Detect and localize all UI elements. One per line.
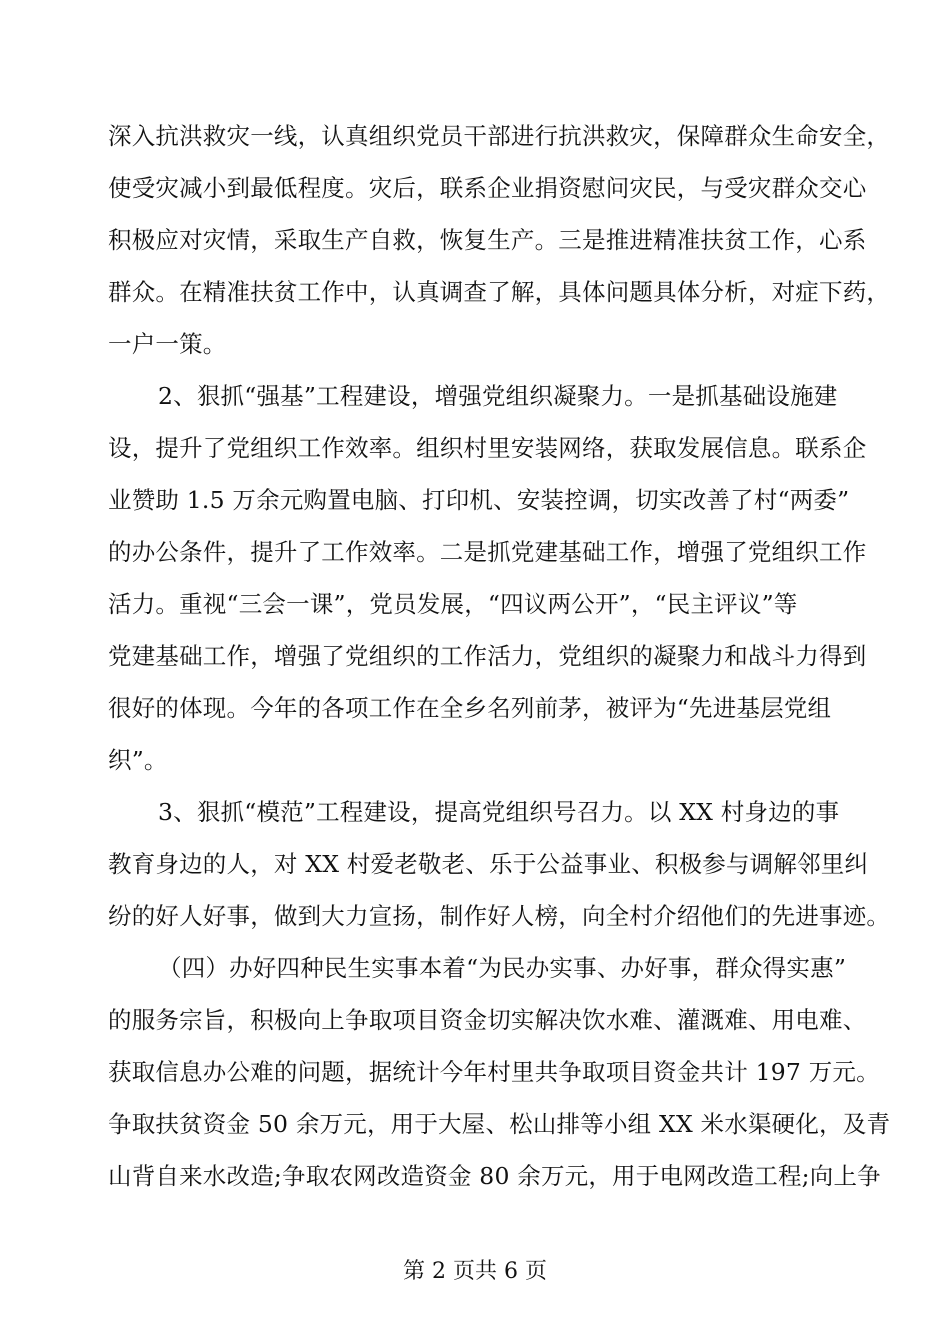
body-text-line: 山背自来水改造;争取农网改造资金 80 余万元，用于电网改造工程;向上争 [108,1162,881,1190]
body-text-line: 很好的体现。今年的各项工作在全乡名列前茅，被评为“先进基层党组 [108,694,832,722]
body-text-line: 争取扶贫资金 50 余万元，用于大屋、松山排等小组 XX 米水渠硬化，及青 [108,1110,891,1138]
page-number-footer: 第 2 页共 6 页 [403,1259,547,1284]
body-text-line: 深入抗洪救灾一线，认真组织党员干部进行抗洪救灾，保障群众生命安全， [108,122,891,150]
body-text-line: 的服务宗旨，积极向上争取项目资金切实解决饮水难、灌溉难、用电难、 [108,1006,867,1034]
body-text-line: 业赞助 1.5 万余元购置电脑、打印机、安装控调，切实改善了村“两委” [108,486,850,514]
body-text-line: 活力。重视“三会一课”，党员发展，“四议两公开”，“民主评议”等 [108,590,798,618]
body-text-line: 织”。 [108,746,168,774]
body-text-line: 一户一策。 [108,330,227,358]
body-text-line: 党建基础工作，增强了党组织的工作活力，党组织的凝聚力和战斗力得到 [108,642,867,670]
body-text-line: 群众。在精准扶贫工作中，认真调查了解，具体问题具体分析，对症下药， [108,278,891,306]
body-text-line: 设，提升了党组织工作效率。组织村里安装网络，获取发展信息。联系企 [108,434,867,462]
section-3-paragraph-start: 3、狠抓“模范”工程建设，提高党组织号召力。以 XX 村身边的事 [158,798,840,826]
section-2-paragraph-start: 2、狠抓“强基”工程建设，增强党组织凝聚力。一是抓基础设施建 [158,382,838,410]
body-text-line: 积极应对灾情，采取生产自救，恢复生产。三是推进精准扶贫工作，心系 [108,226,867,254]
body-text-line: 纷的好人好事，做到大力宣扬，制作好人榜，向全村介绍他们的先进事迹。 [108,902,891,930]
body-text-line: 使受灾减小到最低程度。灾后，联系企业捐资慰问灾民，与受灾群众交心 [108,174,867,202]
body-text-line: 的办公条件，提升了工作效率。二是抓党建基础工作，增强了党组织工作 [108,538,867,566]
body-text-line: 获取信息办公难的问题，据统计今年村里共争取项目资金共计 197 万元。 [108,1058,880,1086]
section-4-paragraph-start: （四）办好四种民生实事本着“为民办实事、办好事，群众得实惠” [158,954,847,982]
body-text-line: 教育身边的人，对 XX 村爱老敬老、乐于公益事业、积极参与调解邻里纠 [108,850,869,878]
